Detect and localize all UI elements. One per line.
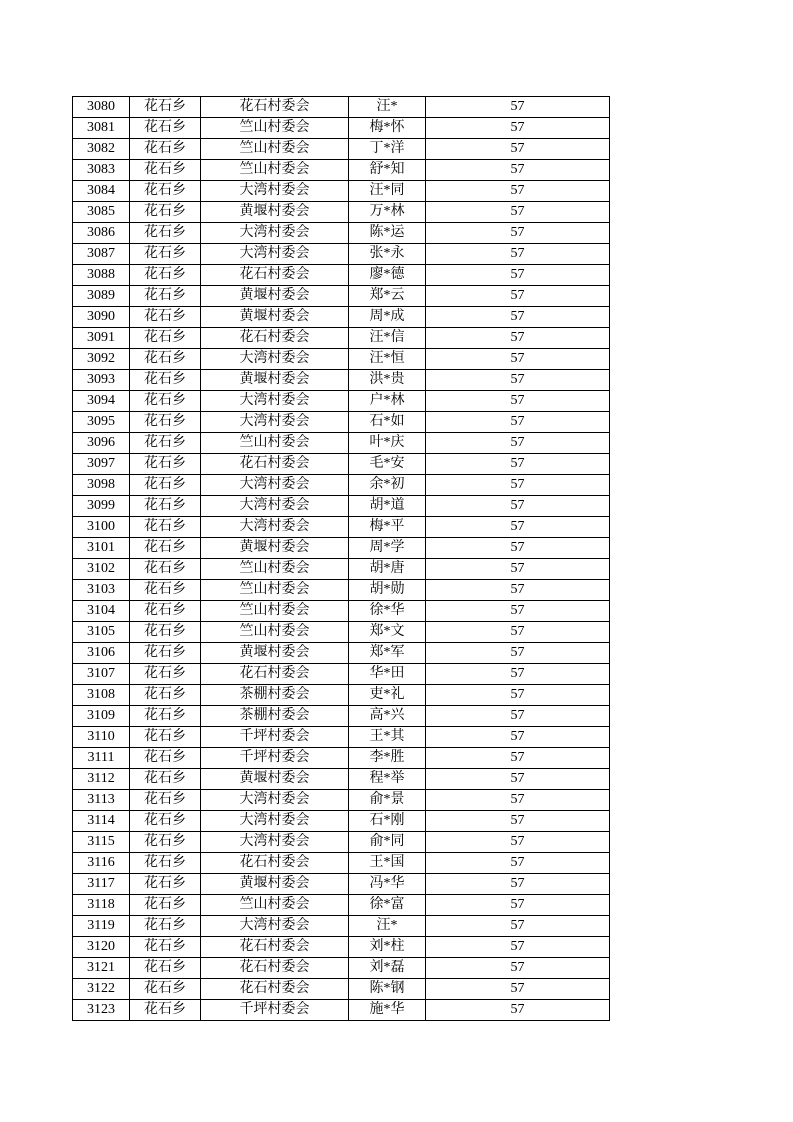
- amount-cell: 57: [426, 181, 610, 202]
- row-number-cell: 3102: [73, 559, 130, 580]
- town-cell: 花石乡: [130, 286, 201, 307]
- row-number-cell: 3111: [73, 748, 130, 769]
- row-number-cell: 3117: [73, 874, 130, 895]
- town-cell: 花石乡: [130, 118, 201, 139]
- amount-cell: 57: [426, 811, 610, 832]
- town-cell: 花石乡: [130, 811, 201, 832]
- person-name-cell: 高*兴: [349, 706, 426, 727]
- village-committee-cell: 大湾村委会: [201, 244, 349, 265]
- person-name-cell: 胡*道: [349, 496, 426, 517]
- village-committee-cell: 花石村委会: [201, 664, 349, 685]
- village-committee-cell: 大湾村委会: [201, 496, 349, 517]
- amount-cell: 57: [426, 370, 610, 391]
- town-cell: 花石乡: [130, 937, 201, 958]
- amount-cell: 57: [426, 223, 610, 244]
- row-number-cell: 3096: [73, 433, 130, 454]
- person-name-cell: 梅*怀: [349, 118, 426, 139]
- village-committee-cell: 竺山村委会: [201, 559, 349, 580]
- person-name-cell: 汪*同: [349, 181, 426, 202]
- village-committee-cell: 大湾村委会: [201, 223, 349, 244]
- village-committee-cell: 竺山村委会: [201, 895, 349, 916]
- amount-cell: 57: [426, 874, 610, 895]
- person-name-cell: 洪*贵: [349, 370, 426, 391]
- row-number-cell: 3092: [73, 349, 130, 370]
- person-name-cell: 王*其: [349, 727, 426, 748]
- amount-cell: 57: [426, 727, 610, 748]
- person-name-cell: 华*田: [349, 664, 426, 685]
- town-cell: 花石乡: [130, 202, 201, 223]
- amount-cell: 57: [426, 97, 610, 118]
- town-cell: 花石乡: [130, 265, 201, 286]
- village-committee-cell: 花石村委会: [201, 265, 349, 286]
- village-committee-cell: 竺山村委会: [201, 160, 349, 181]
- person-name-cell: 郑*文: [349, 622, 426, 643]
- table-row: [73, 769, 610, 790]
- table-row: [73, 118, 610, 139]
- town-cell: 花石乡: [130, 307, 201, 328]
- village-committee-cell: 大湾村委会: [201, 916, 349, 937]
- person-name-cell: 周*成: [349, 307, 426, 328]
- row-number-cell: 3114: [73, 811, 130, 832]
- row-number-cell: 3104: [73, 601, 130, 622]
- table-row: [73, 958, 610, 979]
- village-committee-cell: 竺山村委会: [201, 580, 349, 601]
- amount-cell: 57: [426, 895, 610, 916]
- town-cell: 花石乡: [130, 181, 201, 202]
- village-committee-cell: 竺山村委会: [201, 139, 349, 160]
- village-committee-cell: 黄堰村委会: [201, 286, 349, 307]
- amount-cell: 57: [426, 559, 610, 580]
- row-number-cell: 3082: [73, 139, 130, 160]
- town-cell: 花石乡: [130, 97, 201, 118]
- amount-cell: 57: [426, 454, 610, 475]
- row-number-cell: 3113: [73, 790, 130, 811]
- person-name-cell: 石*如: [349, 412, 426, 433]
- village-committee-cell: 大湾村委会: [201, 349, 349, 370]
- table-row: [73, 370, 610, 391]
- village-committee-cell: 花石村委会: [201, 97, 349, 118]
- table-row: [73, 979, 610, 1000]
- village-committee-cell: 黄堰村委会: [201, 643, 349, 664]
- table-row: [73, 937, 610, 958]
- town-cell: 花石乡: [130, 244, 201, 265]
- person-name-cell: 俞*景: [349, 790, 426, 811]
- town-cell: 花石乡: [130, 790, 201, 811]
- row-number-cell: 3090: [73, 307, 130, 328]
- amount-cell: 57: [426, 349, 610, 370]
- village-committee-cell: 黄堰村委会: [201, 202, 349, 223]
- row-number-cell: 3107: [73, 664, 130, 685]
- person-name-cell: 张*永: [349, 244, 426, 265]
- amount-cell: 57: [426, 391, 610, 412]
- amount-cell: 57: [426, 286, 610, 307]
- town-cell: 花石乡: [130, 580, 201, 601]
- town-cell: 花石乡: [130, 223, 201, 244]
- table-row: [73, 790, 610, 811]
- amount-cell: 57: [426, 769, 610, 790]
- row-number-cell: 3116: [73, 853, 130, 874]
- town-cell: 花石乡: [130, 916, 201, 937]
- table-row: [73, 664, 610, 685]
- amount-cell: 57: [426, 937, 610, 958]
- amount-cell: 57: [426, 244, 610, 265]
- person-name-cell: 廖*德: [349, 265, 426, 286]
- row-number-cell: 3115: [73, 832, 130, 853]
- amount-cell: 57: [426, 265, 610, 286]
- person-name-cell: 陈*运: [349, 223, 426, 244]
- row-number-cell: 3119: [73, 916, 130, 937]
- town-cell: 花石乡: [130, 769, 201, 790]
- table-row: [73, 454, 610, 475]
- person-name-cell: 郑*军: [349, 643, 426, 664]
- table-row: [73, 328, 610, 349]
- amount-cell: 57: [426, 685, 610, 706]
- village-committee-cell: 大湾村委会: [201, 790, 349, 811]
- town-cell: 花石乡: [130, 685, 201, 706]
- table-row: [73, 475, 610, 496]
- village-committee-cell: 黄堰村委会: [201, 307, 349, 328]
- town-cell: 花石乡: [130, 538, 201, 559]
- row-number-cell: 3087: [73, 244, 130, 265]
- amount-cell: 57: [426, 958, 610, 979]
- amount-cell: 57: [426, 664, 610, 685]
- row-number-cell: 3112: [73, 769, 130, 790]
- person-name-cell: 冯*华: [349, 874, 426, 895]
- town-cell: 花石乡: [130, 832, 201, 853]
- row-number-cell: 3105: [73, 622, 130, 643]
- row-number-cell: 3099: [73, 496, 130, 517]
- town-cell: 花石乡: [130, 874, 201, 895]
- table-row: [73, 538, 610, 559]
- town-cell: 花石乡: [130, 496, 201, 517]
- town-cell: 花石乡: [130, 328, 201, 349]
- table-row: [73, 391, 610, 412]
- row-number-cell: 3101: [73, 538, 130, 559]
- table-row: [73, 496, 610, 517]
- town-cell: 花石乡: [130, 643, 201, 664]
- row-number-cell: 3091: [73, 328, 130, 349]
- table-row: [73, 286, 610, 307]
- roster-table-body: [73, 97, 610, 1021]
- table-row: [73, 895, 610, 916]
- town-cell: 花石乡: [130, 853, 201, 874]
- row-number-cell: 3109: [73, 706, 130, 727]
- row-number-cell: 3122: [73, 979, 130, 1000]
- amount-cell: 57: [426, 433, 610, 454]
- town-cell: 花石乡: [130, 412, 201, 433]
- row-number-cell: 3110: [73, 727, 130, 748]
- village-committee-cell: 大湾村委会: [201, 475, 349, 496]
- person-name-cell: 舒*知: [349, 160, 426, 181]
- table-row: [73, 244, 610, 265]
- town-cell: 花石乡: [130, 454, 201, 475]
- row-number-cell: 3098: [73, 475, 130, 496]
- table-row: [73, 916, 610, 937]
- table-row: [73, 181, 610, 202]
- row-number-cell: 3103: [73, 580, 130, 601]
- amount-cell: 57: [426, 517, 610, 538]
- village-committee-cell: 千坪村委会: [201, 727, 349, 748]
- town-cell: 花石乡: [130, 433, 201, 454]
- amount-cell: 57: [426, 748, 610, 769]
- person-name-cell: 王*国: [349, 853, 426, 874]
- row-number-cell: 3094: [73, 391, 130, 412]
- town-cell: 花石乡: [130, 601, 201, 622]
- village-committee-cell: 竺山村委会: [201, 622, 349, 643]
- town-cell: 花石乡: [130, 160, 201, 181]
- village-committee-cell: 大湾村委会: [201, 412, 349, 433]
- person-name-cell: 徐*富: [349, 895, 426, 916]
- village-committee-cell: 千坪村委会: [201, 748, 349, 769]
- row-number-cell: 3108: [73, 685, 130, 706]
- village-committee-cell: 大湾村委会: [201, 832, 349, 853]
- table-row: [73, 559, 610, 580]
- row-number-cell: 3085: [73, 202, 130, 223]
- town-cell: 花石乡: [130, 349, 201, 370]
- table-row: [73, 349, 610, 370]
- amount-cell: 57: [426, 139, 610, 160]
- town-cell: 花石乡: [130, 1000, 201, 1021]
- amount-cell: 57: [426, 328, 610, 349]
- row-number-cell: 3121: [73, 958, 130, 979]
- person-name-cell: 余*初: [349, 475, 426, 496]
- village-committee-cell: 竺山村委会: [201, 601, 349, 622]
- village-committee-cell: 花石村委会: [201, 454, 349, 475]
- table-row: [73, 412, 610, 433]
- person-name-cell: 户*林: [349, 391, 426, 412]
- table-row: [73, 685, 610, 706]
- person-name-cell: 施*华: [349, 1000, 426, 1021]
- person-name-cell: 胡*勋: [349, 580, 426, 601]
- person-name-cell: 程*举: [349, 769, 426, 790]
- town-cell: 花石乡: [130, 370, 201, 391]
- town-cell: 花石乡: [130, 895, 201, 916]
- row-number-cell: 3080: [73, 97, 130, 118]
- amount-cell: 57: [426, 790, 610, 811]
- person-name-cell: 汪*恒: [349, 349, 426, 370]
- table-row: [73, 811, 610, 832]
- row-number-cell: 3106: [73, 643, 130, 664]
- person-name-cell: 俞*同: [349, 832, 426, 853]
- table-row: [73, 139, 610, 160]
- person-name-cell: 郑*云: [349, 286, 426, 307]
- village-committee-cell: 千坪村委会: [201, 1000, 349, 1021]
- row-number-cell: 3084: [73, 181, 130, 202]
- table-row: [73, 202, 610, 223]
- town-cell: 花石乡: [130, 664, 201, 685]
- row-number-cell: 3097: [73, 454, 130, 475]
- amount-cell: 57: [426, 496, 610, 517]
- amount-cell: 57: [426, 643, 610, 664]
- village-committee-cell: 黄堰村委会: [201, 370, 349, 391]
- row-number-cell: 3118: [73, 895, 130, 916]
- village-committee-cell: 黄堰村委会: [201, 538, 349, 559]
- roster-table: [72, 96, 610, 1021]
- town-cell: 花石乡: [130, 958, 201, 979]
- row-number-cell: 3093: [73, 370, 130, 391]
- table-row: [73, 433, 610, 454]
- person-name-cell: 刘*柱: [349, 937, 426, 958]
- table-row: [73, 874, 610, 895]
- person-name-cell: 汪*信: [349, 328, 426, 349]
- village-committee-cell: 花石村委会: [201, 328, 349, 349]
- amount-cell: 57: [426, 853, 610, 874]
- person-name-cell: 刘*磊: [349, 958, 426, 979]
- table-row: [73, 160, 610, 181]
- row-number-cell: 3081: [73, 118, 130, 139]
- person-name-cell: 徐*华: [349, 601, 426, 622]
- village-committee-cell: 花石村委会: [201, 937, 349, 958]
- town-cell: 花石乡: [130, 748, 201, 769]
- row-number-cell: 3083: [73, 160, 130, 181]
- amount-cell: 57: [426, 601, 610, 622]
- amount-cell: 57: [426, 475, 610, 496]
- amount-cell: 57: [426, 832, 610, 853]
- town-cell: 花石乡: [130, 706, 201, 727]
- table-row: [73, 748, 610, 769]
- table-row: [73, 1000, 610, 1021]
- row-number-cell: 3095: [73, 412, 130, 433]
- town-cell: 花石乡: [130, 517, 201, 538]
- village-committee-cell: 大湾村委会: [201, 181, 349, 202]
- person-name-cell: 李*胜: [349, 748, 426, 769]
- table-row: [73, 706, 610, 727]
- table-row: [73, 832, 610, 853]
- village-committee-cell: 花石村委会: [201, 958, 349, 979]
- amount-cell: 57: [426, 307, 610, 328]
- village-committee-cell: 茶棚村委会: [201, 706, 349, 727]
- row-number-cell: 3086: [73, 223, 130, 244]
- village-committee-cell: 花石村委会: [201, 853, 349, 874]
- person-name-cell: 毛*安: [349, 454, 426, 475]
- amount-cell: 57: [426, 202, 610, 223]
- village-committee-cell: 大湾村委会: [201, 517, 349, 538]
- amount-cell: 57: [426, 118, 610, 139]
- amount-cell: 57: [426, 979, 610, 1000]
- person-name-cell: 汪*: [349, 97, 426, 118]
- village-committee-cell: 茶棚村委会: [201, 685, 349, 706]
- town-cell: 花石乡: [130, 139, 201, 160]
- table-row: [73, 307, 610, 328]
- person-name-cell: 吏*礼: [349, 685, 426, 706]
- village-committee-cell: 大湾村委会: [201, 391, 349, 412]
- person-name-cell: 石*刚: [349, 811, 426, 832]
- person-name-cell: 胡*唐: [349, 559, 426, 580]
- town-cell: 花石乡: [130, 559, 201, 580]
- town-cell: 花石乡: [130, 475, 201, 496]
- table-row: [73, 517, 610, 538]
- row-number-cell: 3123: [73, 1000, 130, 1021]
- amount-cell: 57: [426, 622, 610, 643]
- person-name-cell: 汪*: [349, 916, 426, 937]
- town-cell: 花石乡: [130, 391, 201, 412]
- row-number-cell: 3088: [73, 265, 130, 286]
- person-name-cell: 丁*洋: [349, 139, 426, 160]
- village-committee-cell: 花石村委会: [201, 979, 349, 1000]
- table-row: [73, 223, 610, 244]
- village-committee-cell: 竺山村委会: [201, 433, 349, 454]
- row-number-cell: 3089: [73, 286, 130, 307]
- table-row: [73, 622, 610, 643]
- table-row: [73, 580, 610, 601]
- row-number-cell: 3100: [73, 517, 130, 538]
- village-committee-cell: 大湾村委会: [201, 811, 349, 832]
- amount-cell: 57: [426, 538, 610, 559]
- table-row: [73, 97, 610, 118]
- town-cell: 花石乡: [130, 727, 201, 748]
- table-row: [73, 727, 610, 748]
- town-cell: 花石乡: [130, 979, 201, 1000]
- person-name-cell: 梅*平: [349, 517, 426, 538]
- amount-cell: 57: [426, 706, 610, 727]
- person-name-cell: 陈*钢: [349, 979, 426, 1000]
- table-row: [73, 643, 610, 664]
- table-row: [73, 853, 610, 874]
- village-committee-cell: 黄堰村委会: [201, 874, 349, 895]
- amount-cell: 57: [426, 412, 610, 433]
- village-committee-cell: 竺山村委会: [201, 118, 349, 139]
- person-name-cell: 万*林: [349, 202, 426, 223]
- amount-cell: 57: [426, 1000, 610, 1021]
- amount-cell: 57: [426, 160, 610, 181]
- person-name-cell: 周*学: [349, 538, 426, 559]
- table-row: [73, 601, 610, 622]
- person-name-cell: 叶*庆: [349, 433, 426, 454]
- table-row: [73, 265, 610, 286]
- amount-cell: 57: [426, 916, 610, 937]
- town-cell: 花石乡: [130, 622, 201, 643]
- row-number-cell: 3120: [73, 937, 130, 958]
- amount-cell: 57: [426, 580, 610, 601]
- village-committee-cell: 黄堰村委会: [201, 769, 349, 790]
